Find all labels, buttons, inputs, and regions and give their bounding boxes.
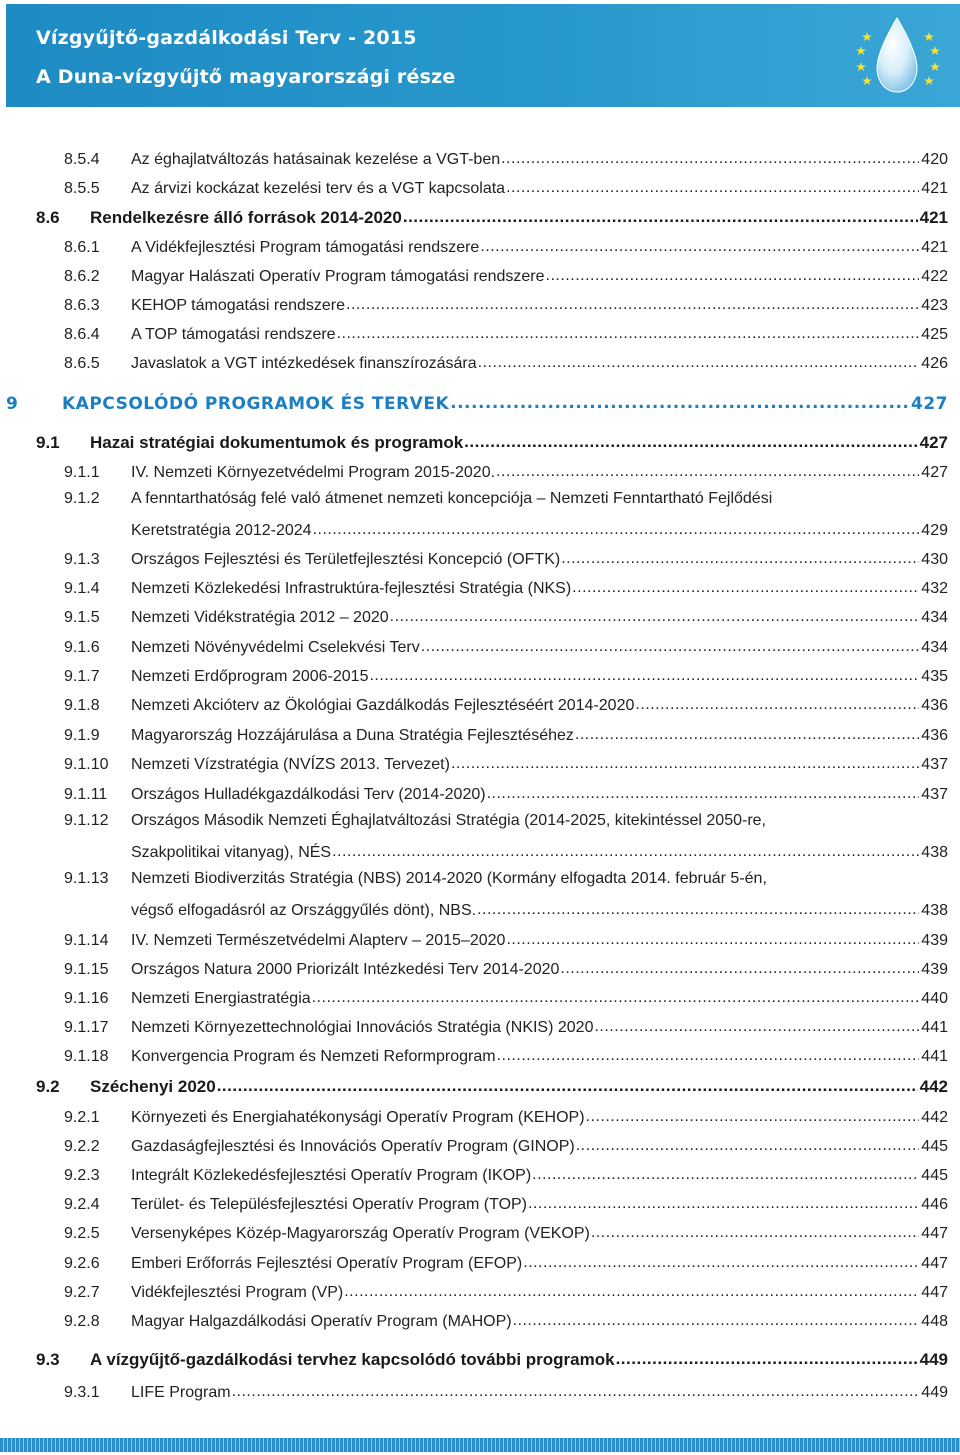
toc-entry-page: 421 [921, 180, 948, 197]
toc-entry-title: Vidékfejlesztési Program (VP) [131, 1284, 344, 1301]
toc-leader-dots [532, 1164, 919, 1180]
toc-entry-continuation[interactable] [131, 899, 948, 920]
toc-entry-number: 9.1.5 [64, 609, 100, 626]
toc-entry-number: 9.1.8 [64, 697, 100, 714]
toc-entry-title: Környezeti és Energiahatékonysági Operatív Program (KEHOP) [131, 1109, 585, 1126]
toc-entry-number: 9.1.11 [64, 786, 108, 803]
toc-entry-page: 447 [921, 1255, 948, 1272]
toc-entry-number: 9.1 [36, 433, 60, 452]
toc-leader-dots [513, 1310, 920, 1326]
toc-entry-page: 427 [921, 464, 948, 481]
toc-entry[interactable] [64, 490, 948, 508]
toc-entry-page: 426 [921, 355, 948, 372]
toc-entry-number: 9.1.15 [64, 961, 109, 978]
toc-entry-page: 441 [921, 1048, 948, 1065]
toc-leader-dots [575, 724, 919, 740]
toc-entry[interactable] [64, 1381, 948, 1402]
toc-entry-title: Az éghajlatváltozás hatásainak kezelése a VGT-ben [131, 151, 501, 168]
toc-entry-number: 8.6.4 [64, 326, 100, 343]
toc-entry-title: KAPCSOLÓDÓ PROGRAMOK ÉS TERVEK [62, 394, 450, 414]
toc-entry-title: Országos Fejlesztési és Területfejlesztési Koncepció (OFTK) [131, 551, 561, 568]
toc-entry-number: 9.3 [36, 1350, 60, 1369]
toc-entry-number: 9.1.17 [64, 1019, 109, 1036]
toc-leader-dots [464, 431, 917, 448]
toc-entry-title: LIFE Program [131, 1384, 231, 1401]
toc-entry[interactable] [64, 265, 948, 286]
header-title: Vízgyűjtő-gazdálkodási Terv - 2015 [36, 27, 417, 49]
toc-entry-page: 434 [921, 639, 948, 656]
toc-entry[interactable] [64, 1281, 948, 1302]
toc-leader-dots [523, 1252, 919, 1268]
toc-entry-number: 9.1.1 [64, 464, 100, 481]
toc-entry[interactable] [36, 206, 948, 228]
toc-leader-dots [403, 206, 918, 223]
toc-leader-dots [594, 1016, 919, 1032]
toc-leader-dots [497, 1045, 920, 1061]
toc-leader-dots [576, 1135, 920, 1151]
toc-entry-page: 422 [921, 268, 948, 285]
toc-entry-page: 438 [921, 844, 948, 861]
toc-entry-page: 425 [921, 326, 948, 343]
toc-entry-page: 449 [921, 1384, 948, 1401]
toc-entry-title-continuation: végső elfogadásról az Országgyűlés dönt), NBS. [131, 902, 477, 919]
toc-entry[interactable] [64, 694, 948, 715]
toc-entry-page: 445 [921, 1138, 948, 1155]
toc-entry-title: Széchenyi 2020 [90, 1077, 216, 1096]
toc-leader-dots [332, 841, 919, 857]
toc-leader-dots [450, 392, 909, 409]
toc-entry[interactable] [36, 1075, 948, 1097]
toc-entry-number: 9.1.7 [64, 668, 100, 685]
toc-entry-title: Országos Második Nemzeti Éghajlatváltozási Stratégia (2014-2025, kitekintéssel 2050-re, [131, 812, 766, 829]
toc-entry-number: 9.1.9 [64, 727, 100, 744]
toc-entry-title: Javaslatok a VGT intézkedések finanszírozására [131, 355, 477, 372]
toc-entry-number: 8.6.1 [64, 239, 100, 256]
toc-entry-title: Nemzeti Akcióterv az Ökológiai Gazdálkodás Fejlesztéséért 2014-2020 [131, 697, 635, 714]
toc-entry-page: 439 [921, 961, 948, 978]
toc-leader-dots [478, 352, 920, 368]
toc-entry-number: 9.1.3 [64, 551, 100, 568]
toc-entry[interactable] [64, 1222, 948, 1243]
toc-leader-dots [451, 753, 919, 769]
toc-entry[interactable] [64, 1252, 948, 1273]
toc-entry-number: 9.3.1 [64, 1384, 100, 1401]
toc-entry-number: 9.1.2 [64, 490, 100, 507]
toc-entry-title: A vízgyűjtő-gazdálkodási tervhez kapcsolódó további programok [90, 1350, 615, 1369]
toc-entry[interactable] [64, 929, 948, 950]
toc-entry-page: 432 [921, 580, 948, 597]
toc-entry-title: Magyar Halászati Operatív Program támogatási rendszere [131, 268, 545, 285]
toc-entry-title-continuation: Keretstratégia 2012-2024 [131, 522, 312, 539]
toc-entry-title: Terület- és Településfejlesztési Operatív Program (TOP) [131, 1196, 528, 1213]
toc-entry-page: 436 [921, 697, 948, 714]
toc-entry[interactable] [64, 987, 948, 1008]
toc-entry[interactable] [64, 1164, 948, 1185]
toc-entry-number: 9.2.6 [64, 1255, 100, 1272]
toc-entry-title: Nemzeti Vidékstratégia 2012 – 2020 [131, 609, 389, 626]
toc-entry-number: 9.1.13 [64, 870, 109, 887]
toc-entry-number: 8.6.3 [64, 297, 100, 314]
toc-entry-number: 9.1.4 [64, 580, 100, 597]
toc-entry-number: 8.5.4 [64, 151, 100, 168]
toc-entry-title: IV. Nemzeti Környezetvédelmi Program 2015-2020. [131, 464, 496, 481]
toc-entry-page: 448 [921, 1313, 948, 1330]
toc-entry-title: Az árvizi kockázat kezelési terv és a VGT kapcsolata [131, 180, 506, 197]
toc-entry-page: 437 [921, 756, 948, 773]
toc-leader-dots [561, 548, 919, 564]
toc-entry[interactable] [64, 812, 948, 830]
toc-entry-title: Országos Natura 2000 Priorizált Intézkedési Terv 2014-2020 [131, 961, 560, 978]
toc-entry-number: 9.2.5 [64, 1225, 100, 1242]
toc-entry[interactable] [64, 352, 948, 373]
toc-leader-dots [487, 783, 920, 799]
toc-entry-title: Nemzeti Közlekedési Infrastruktúra-fejlesztési Stratégia (NKS) [131, 580, 572, 597]
toc-entry-page: 446 [921, 1196, 948, 1213]
toc-entry-page: 439 [921, 932, 948, 949]
toc-entry-title: Integrált Közlekedésfejlesztési Operatív Program (IKOP) [131, 1167, 532, 1184]
toc-entry-title: A TOP támogatási rendszere [131, 326, 336, 343]
toc-leader-dots [528, 1193, 919, 1209]
toc-leader-dots [506, 929, 919, 945]
toc-entry-page: 447 [921, 1225, 948, 1242]
toc-leader-dots [560, 958, 919, 974]
toc-entry-page: 445 [921, 1167, 948, 1184]
toc-entry[interactable] [64, 636, 948, 657]
toc-leader-dots [337, 323, 920, 339]
toc-entry[interactable] [64, 665, 948, 686]
toc-entry[interactable] [36, 1348, 948, 1370]
toc-entry-number: 9.2.3 [64, 1167, 100, 1184]
toc-entry-page: 437 [921, 786, 948, 803]
toc-leader-dots [421, 636, 920, 652]
water-drop-eu-stars-icon [845, 12, 950, 102]
footer-bar [0, 1438, 960, 1452]
toc-entry[interactable] [64, 1310, 948, 1331]
toc-entry-page: 429 [921, 522, 948, 539]
toc-entry-title: Versenyképes Közép-Magyarország Operatív Program (VEKOP) [131, 1225, 590, 1242]
toc-entry-number: 9.1.12 [64, 812, 109, 829]
toc-entry-page: 447 [921, 1284, 948, 1301]
toc-entry-number: 9 [6, 394, 19, 414]
toc-entry[interactable] [64, 294, 948, 315]
toc-entry-number: 9.1.6 [64, 639, 100, 656]
toc-leader-dots [506, 177, 919, 193]
toc-entry[interactable] [64, 783, 948, 804]
toc-entry-title: IV. Nemzeti Természetvédelmi Alapterv – 2015–2020 [131, 932, 506, 949]
toc-entry-page: 441 [921, 1019, 948, 1036]
toc-entry-page: 438 [921, 902, 948, 919]
toc-entry[interactable] [64, 461, 948, 482]
toc-entry-page: 449 [919, 1350, 948, 1369]
toc-entry-number: 8.6.5 [64, 355, 100, 372]
toc-entry-title: Konvergencia Program és Nemzeti Reformprogram [131, 1048, 496, 1065]
toc-entry-title: Nemzeti Biodiverzitás Stratégia (NBS) 2014-2020 (Kormány elfogadta 2014. február 5-én, [131, 870, 767, 887]
toc-entry-page: 421 [921, 239, 948, 256]
toc-entry[interactable] [64, 1045, 948, 1066]
toc-entry-page: 434 [921, 609, 948, 626]
toc-entry[interactable] [64, 870, 948, 888]
toc-leader-dots [390, 606, 920, 622]
toc-entry-number: 8.6 [36, 208, 60, 227]
toc-entry-title: A Vidékfejlesztési Program támogatási rendszere [131, 239, 480, 256]
toc-leader-dots [496, 461, 919, 477]
toc-entry-title: Nemzeti Környezettechnológiai Innovációs Stratégia (NKIS) 2020 [131, 1019, 594, 1036]
toc-leader-dots [217, 1075, 918, 1092]
toc-entry-number: 8.5.5 [64, 180, 100, 197]
toc-leader-dots [346, 294, 919, 310]
toc-entry[interactable] [64, 177, 948, 198]
toc-entry-number: 9.1.10 [64, 756, 109, 773]
toc-leader-dots [546, 265, 920, 281]
toc-entry-page: 442 [921, 1109, 948, 1126]
toc-leader-dots [232, 1381, 920, 1397]
toc-entry[interactable] [64, 1106, 948, 1127]
toc-leader-dots [312, 987, 920, 1003]
toc-entry-number: 9.2.4 [64, 1196, 100, 1213]
header-subtitle: A Duna-vízgyűjtő magyarországi része [36, 66, 456, 88]
toc-entry[interactable] [64, 753, 948, 774]
toc-entry-continuation[interactable] [131, 841, 948, 862]
toc-leader-dots [313, 519, 920, 535]
toc-entry-title: Magyar Halgazdálkodási Operatív Program (MAHOP) [131, 1313, 512, 1330]
toc-entry[interactable] [64, 958, 948, 979]
toc-entry-page: 427 [911, 394, 948, 414]
toc-entry[interactable] [64, 1193, 948, 1214]
toc-entry-page: 436 [921, 727, 948, 744]
toc-entry-continuation[interactable] [131, 519, 948, 540]
toc-entry-title: Nemzeti Növényvédelmi Cselekvési Terv [131, 639, 420, 656]
toc-entry-number: 9.1.16 [64, 990, 109, 1007]
toc-entry-title: Gazdaságfejlesztési és Innovációs Operatív Program (GINOP) [131, 1138, 575, 1155]
toc-entry-number: 9.2.2 [64, 1138, 100, 1155]
toc-entry-title: Országos Hulladékgazdálkodási Terv (2014-2020) [131, 786, 486, 803]
toc-entry-page: 427 [919, 433, 948, 452]
toc-leader-dots [572, 577, 919, 593]
toc-leader-dots [480, 236, 919, 252]
toc-entry-number: 8.6.2 [64, 268, 100, 285]
toc-entry-page: 421 [919, 208, 948, 227]
toc-entry[interactable] [64, 236, 948, 257]
toc-entry[interactable] [64, 724, 948, 745]
toc-entry[interactable] [64, 548, 948, 569]
toc-leader-dots [501, 148, 919, 164]
toc-leader-dots [477, 899, 919, 915]
toc-entry[interactable] [64, 323, 948, 344]
toc-entry-title-continuation: Szakpolitikai vitanyag), NÉS [131, 844, 332, 861]
toc-entry-page: 435 [921, 668, 948, 685]
toc-entry[interactable] [36, 431, 948, 453]
toc-entry-title: KEHOP támogatási rendszere [131, 297, 346, 314]
toc-entry-title: Nemzeti Vízstratégia (NVÍZS 2013. Tervezet) [131, 756, 450, 773]
toc-entry-page: 442 [919, 1077, 948, 1096]
toc-entry[interactable] [64, 1016, 948, 1037]
toc-entry-number: 9.1.18 [64, 1048, 109, 1065]
toc-entry[interactable] [64, 606, 948, 627]
toc-entry-title: A fenntarthatóság felé való átmenet nemzeti koncepciója – Nemzeti Fenntartható Fejlődési [131, 490, 773, 507]
toc-entry-title: Hazai stratégiai dokumentumok és programok [90, 433, 464, 452]
toc-entry-title: Magyarország Hozzájárulása a Duna Stratégia Fejlesztéséhez [131, 727, 574, 744]
toc-entry-number: 9.1.14 [64, 932, 109, 949]
toc-entry[interactable] [64, 148, 948, 169]
toc-leader-dots [616, 1348, 918, 1365]
toc-entry-number: 9.2.7 [64, 1284, 100, 1301]
toc-leader-dots [591, 1222, 919, 1238]
toc-leader-dots [586, 1106, 920, 1122]
toc-entry[interactable] [6, 392, 948, 414]
toc-leader-dots [344, 1281, 919, 1297]
toc-entry-page: 423 [921, 297, 948, 314]
toc-entry-page: 430 [921, 551, 948, 568]
toc-entry-title: Emberi Erőforrás Fejlesztési Operatív Program (EFOP) [131, 1255, 523, 1272]
toc-leader-dots [369, 665, 919, 681]
toc-entry-title: Rendelkezésre álló források 2014-2020 [90, 208, 402, 227]
toc-entry[interactable] [64, 1135, 948, 1156]
toc-entry-title: Nemzeti Energiastratégia [131, 990, 311, 1007]
toc-entry-title: Nemzeti Erdőprogram 2006-2015 [131, 668, 369, 685]
toc-entry-number: 9.2 [36, 1077, 60, 1096]
toc-entry-number: 9.2.1 [64, 1109, 100, 1126]
toc-entry[interactable] [64, 577, 948, 598]
document-header [6, 4, 960, 107]
toc-entry-number: 9.2.8 [64, 1313, 100, 1330]
toc-entry-page: 440 [921, 990, 948, 1007]
toc-entry-page: 420 [921, 151, 948, 168]
toc-leader-dots [635, 694, 919, 710]
